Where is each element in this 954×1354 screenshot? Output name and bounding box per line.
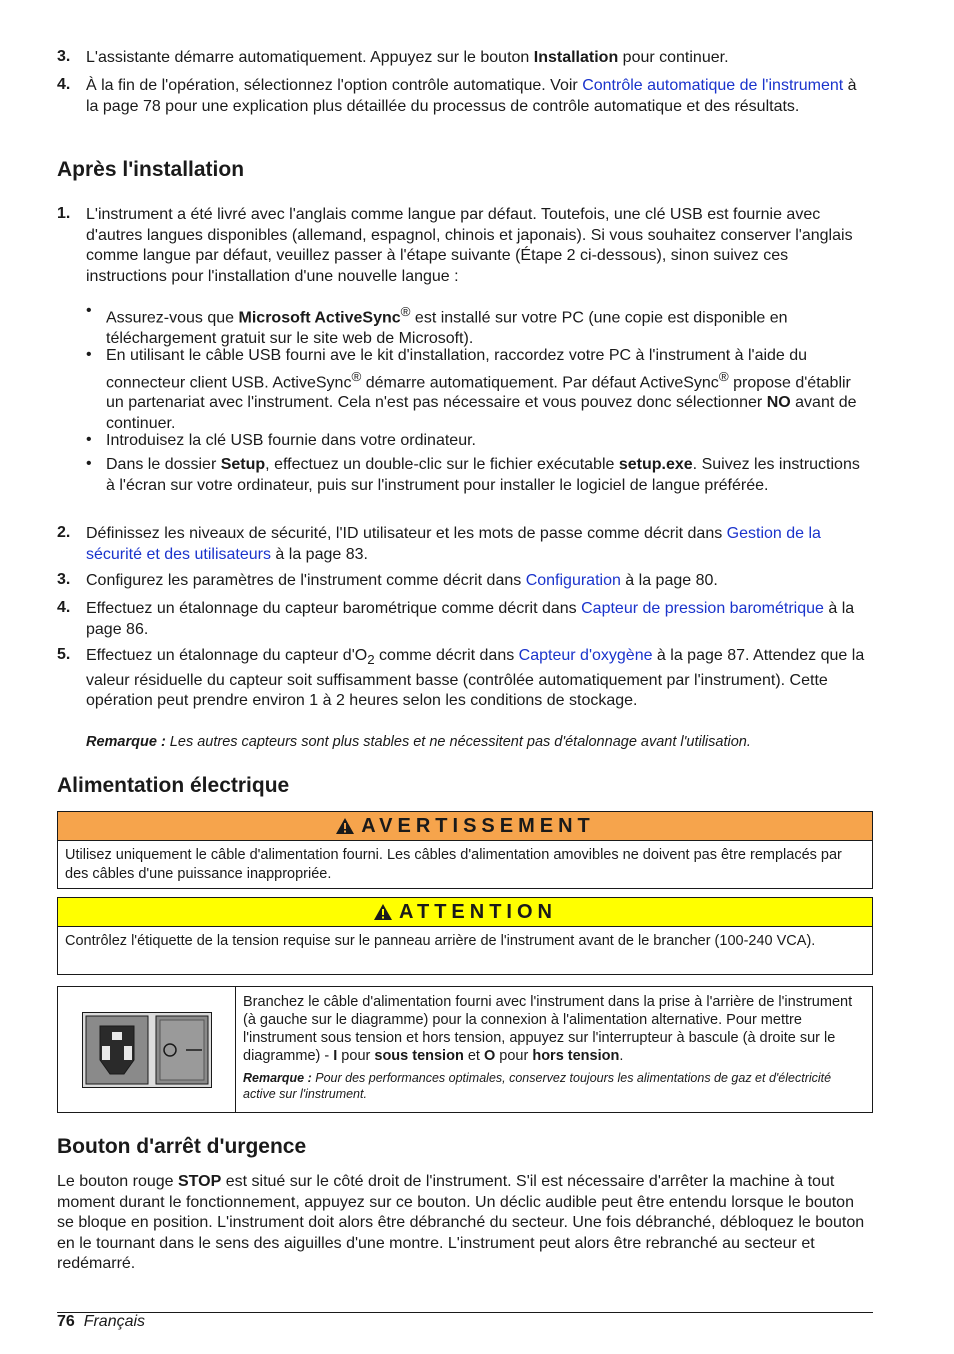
section-heading: Après l'installation [57,158,245,181]
step-text: L'instrument a été livré avec l'anglais comme langue par défaut. Toutefois, une clé USB est fournie avec d'autres langues disponibles (allemand, espagnol, chinois et japonais). Si vous souhaitez conserver l'anglais comme langue par défaut, veuillez passer à l'étape suivante (Étape 2 ci-dessous), sinon suivez ces instructions pour l'installation d'une nouvelle langue : [86,206,853,285]
power-instructions-cell [236,987,872,1112]
step-number: 2. [57,524,71,541]
link-configuration[interactable]: Configuration [525,572,621,589]
step-text: L'assistante démarre automatiquement. Appuyez sur le bouton Installation pour continuer. [86,49,729,66]
step-text: Effectuez un étalonnage du capteur barométrique comme décrit dans Capteur de pression barométrique à la page 86. [86,600,855,638]
link-security[interactable]: Gestion de la sécurité et des utilisateurs [86,525,821,563]
bullet-marker: • [86,455,92,472]
bullet-marker: • [86,302,92,319]
link-auto-check[interactable]: Contrôle automatique de l'instrument [582,77,844,94]
link-barometric[interactable]: Capteur de pression barométrique [581,600,824,617]
step-number: 4. [57,599,71,616]
footer [57,1313,145,1331]
step-number: 4. [57,76,71,93]
bullet-text: Dans le dossier Setup, effectuez un double-clic sur le fichier exécutable setup.exe. Suivez les instructions à l'écran sur votre ordinateur, puis sur l'instrument pour installer le logiciel de langue préférée. [106,456,860,494]
caution-triangle-icon [373,903,393,921]
bullet-text: Introduisez la clé USB fournie dans votre ordinateur. [106,432,476,449]
step-number: 5. [57,646,71,663]
step-number: 3. [57,571,71,588]
page-number: 76 [57,1313,75,1330]
step-number: 1. [57,205,71,222]
warning-text: Utilisez uniquement le câble d'alimentation fourni. Les câbles d'alimentation amovibles ne doivent pas être remplacés par des câbles d'une puissance inappropriée. [65,847,842,882]
bullet-text: En utilisant le câble USB fourni ave le kit d'installation, raccordez votre PC à l'instrument à l'aide du connecteur client USB. ActiveSync® démarre automatiquement. Par défaut ActiveSync® propose d'établir un partenariat avec l'instrument. Cela n'est pas nécessaire et vous pouvez donc sélectionner NO avant de continuer. [106,347,857,432]
step-text: Configurez les paramètres de l'instrument comme décrit dans Configuration à la page 80. [86,572,718,589]
bullet-text: Assurez-vous que Microsoft ActiveSync® est installé sur votre PC (une copie est disponible en téléchargement gratuit sur le site web de Microsoft). [106,304,788,347]
power-diagram-cell [58,987,236,1112]
step-text: À la fin de l'opération, sélectionnez l'option contrôle automatique. Voir Contrôle automatique de l'instrument à la page 78 pour une explication plus détaillée du processus de contrôle automatique et des résultats. [86,77,857,115]
caution-box [57,897,873,975]
warning-box [57,811,873,889]
link-oxygen[interactable]: Capteur d'oxygène [518,647,653,664]
power-note: Remarque : Pour des performances optimales, conservez toujours les alimentations de gaz et d'électricité active sur l'instrument. [243,1071,832,1101]
power-inlet-switch-icon [82,1012,212,1088]
bullet-marker: • [86,346,92,363]
section-heading: Alimentation électrique [57,774,290,797]
step-number: 3. [57,48,71,65]
power-table [57,986,873,1113]
warning-header: AVERTISSEMENT [58,812,872,841]
warning-triangle-icon [335,817,355,835]
bullet-marker: • [86,431,92,448]
power-instructions: Branchez le câble d'alimentation fourni avec l'instrument dans la prise à l'arrière de l'instrument (à gauche sur le diagramme) pour la connexion à l'alimentation alternative. Pour mettre l'instrument sous tension et hors tension, appuyez sur l'interrupteur à bascule (à droite sur le diagramme) - I pour sous tension et O pour hors tension. [243,994,853,1064]
step-text: Effectuez un étalonnage du capteur $d'O_2$ comme décrit dans Capteur d'oxygène à la page 87. Attendez que la valeur résiduelle du capteur soit suffisamment basse (contrôlée automatiquement par l'instrument). Cette opération peut prendre environ 1 à 2 heures selon les conditions de stockage. [86,647,865,710]
section-heading: Bouton d'arrêt d'urgence [57,1135,307,1158]
caution-header: ATTENTION [58,898,872,927]
caution-text: Contrôlez l'étiquette de la tension requise sur le panneau arrière de l'instrument avant de le brancher (100-240 VCA). [65,933,816,949]
footer-language: Français [83,1313,146,1330]
stop-paragraph: Le bouton rouge STOP est situé sur le côté droit de l'instrument. S'il est nécessaire d'arrêter la machine à tout moment durant le fonctionnement, appuyez sur ce bouton. Un déclic audible peut être entendu lorsque le bouton se bloque en position. L'instrument doit alors être débranché du secteur. Une fois débranché, débloquez le bouton en le tournant dans le sens des aiguilles d'une montre. L'instrument peut alors être rebranché au secteur et redémarré. [57,1173,865,1272]
footer-rule [57,1312,873,1313]
note: Remarque : Les autres capteurs sont plus stables et ne nécessitent pas d'étalonnage avant l'utilisation. [86,734,751,750]
step-text: Définissez les niveaux de sécurité, l'ID utilisateur et les mots de passe comme décrit dans Gestion de la sécurité et des utilisateurs à la page 83. [86,525,821,563]
